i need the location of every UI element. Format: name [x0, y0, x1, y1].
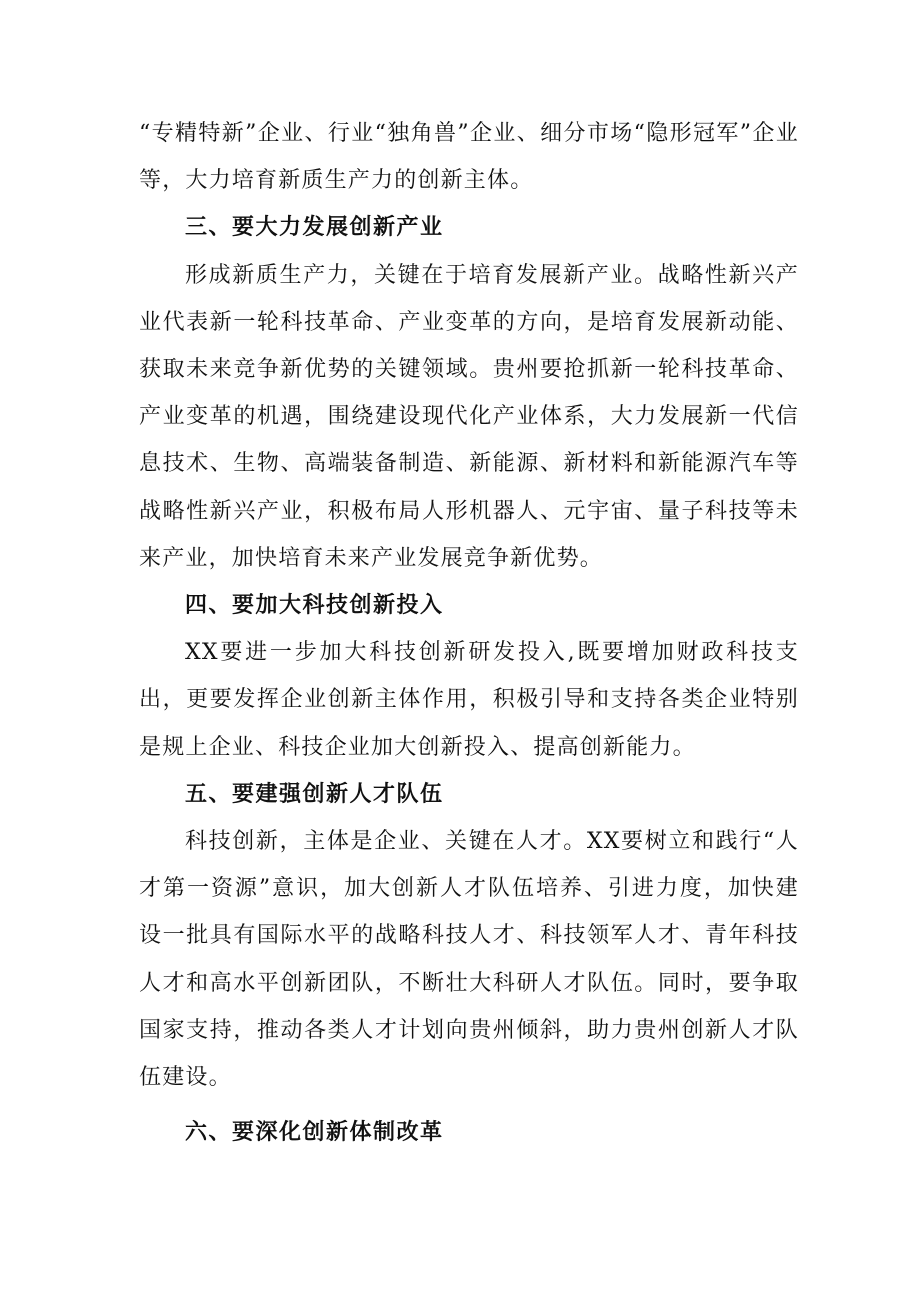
document-body	[139, 110, 799, 1156]
paragraph-innovation-investment: XX要进一步加大科技创新研发投入,既要增加财政科技支出，更要发挥企业创新主体作用，积极引导和支持各类企业特别是规上企业、科技企业加大创新投入、提高创新能力。	[139, 640, 799, 760]
heading-innovation-investment: 四、要加大科技创新投入	[185, 592, 444, 619]
heading-innovation-talent: 五、要建强创新人才队伍	[185, 780, 444, 807]
paragraph-specialized-enterprises: “专精特新”企业、行业“独角兽”企业、细分市场“隐形冠军”企业等，大力培育新质生产力的创新主体。	[139, 121, 799, 194]
heading-innovation-industry: 三、要大力发展创新产业	[185, 214, 444, 241]
paragraph-innovation-industry: 形成新质生产力，关键在于培育发展新产业。战略性新兴产业代表新一轮科技革命、产业变革的方向，是培育发展新动能、获取未来竞争新优势的关键领域。贵州要抢抓新一轮科技革命、产业变革的机遇，围绕建设现代化产业体系，大力发展新一代信息技术、生物、高端装备制造、新能源、新材料和新能源汽车等战略性新兴产业，积极布局人形机器人、元宇宙、量子科技等未来产业，加快培育未来产业发展竞争新优势。	[139, 262, 799, 571]
heading-innovation-reform: 六、要深化创新体制改革	[185, 1119, 444, 1146]
paragraph-innovation-talent: 科技创新，主体是企业、关键在人才。XX要树立和践行“人才第一资源”意识，加大创新人才队伍培养、引进力度，加快建设一批具有国际水平的战略科技人才、科技领军人才、青年科技人才和高水平创新团队，不断壮大科研人才队伍。同时，要争取国家支持，推动各类人才计划向贵州倾斜，助力贵州创新人才队伍建设。	[139, 829, 799, 1091]
